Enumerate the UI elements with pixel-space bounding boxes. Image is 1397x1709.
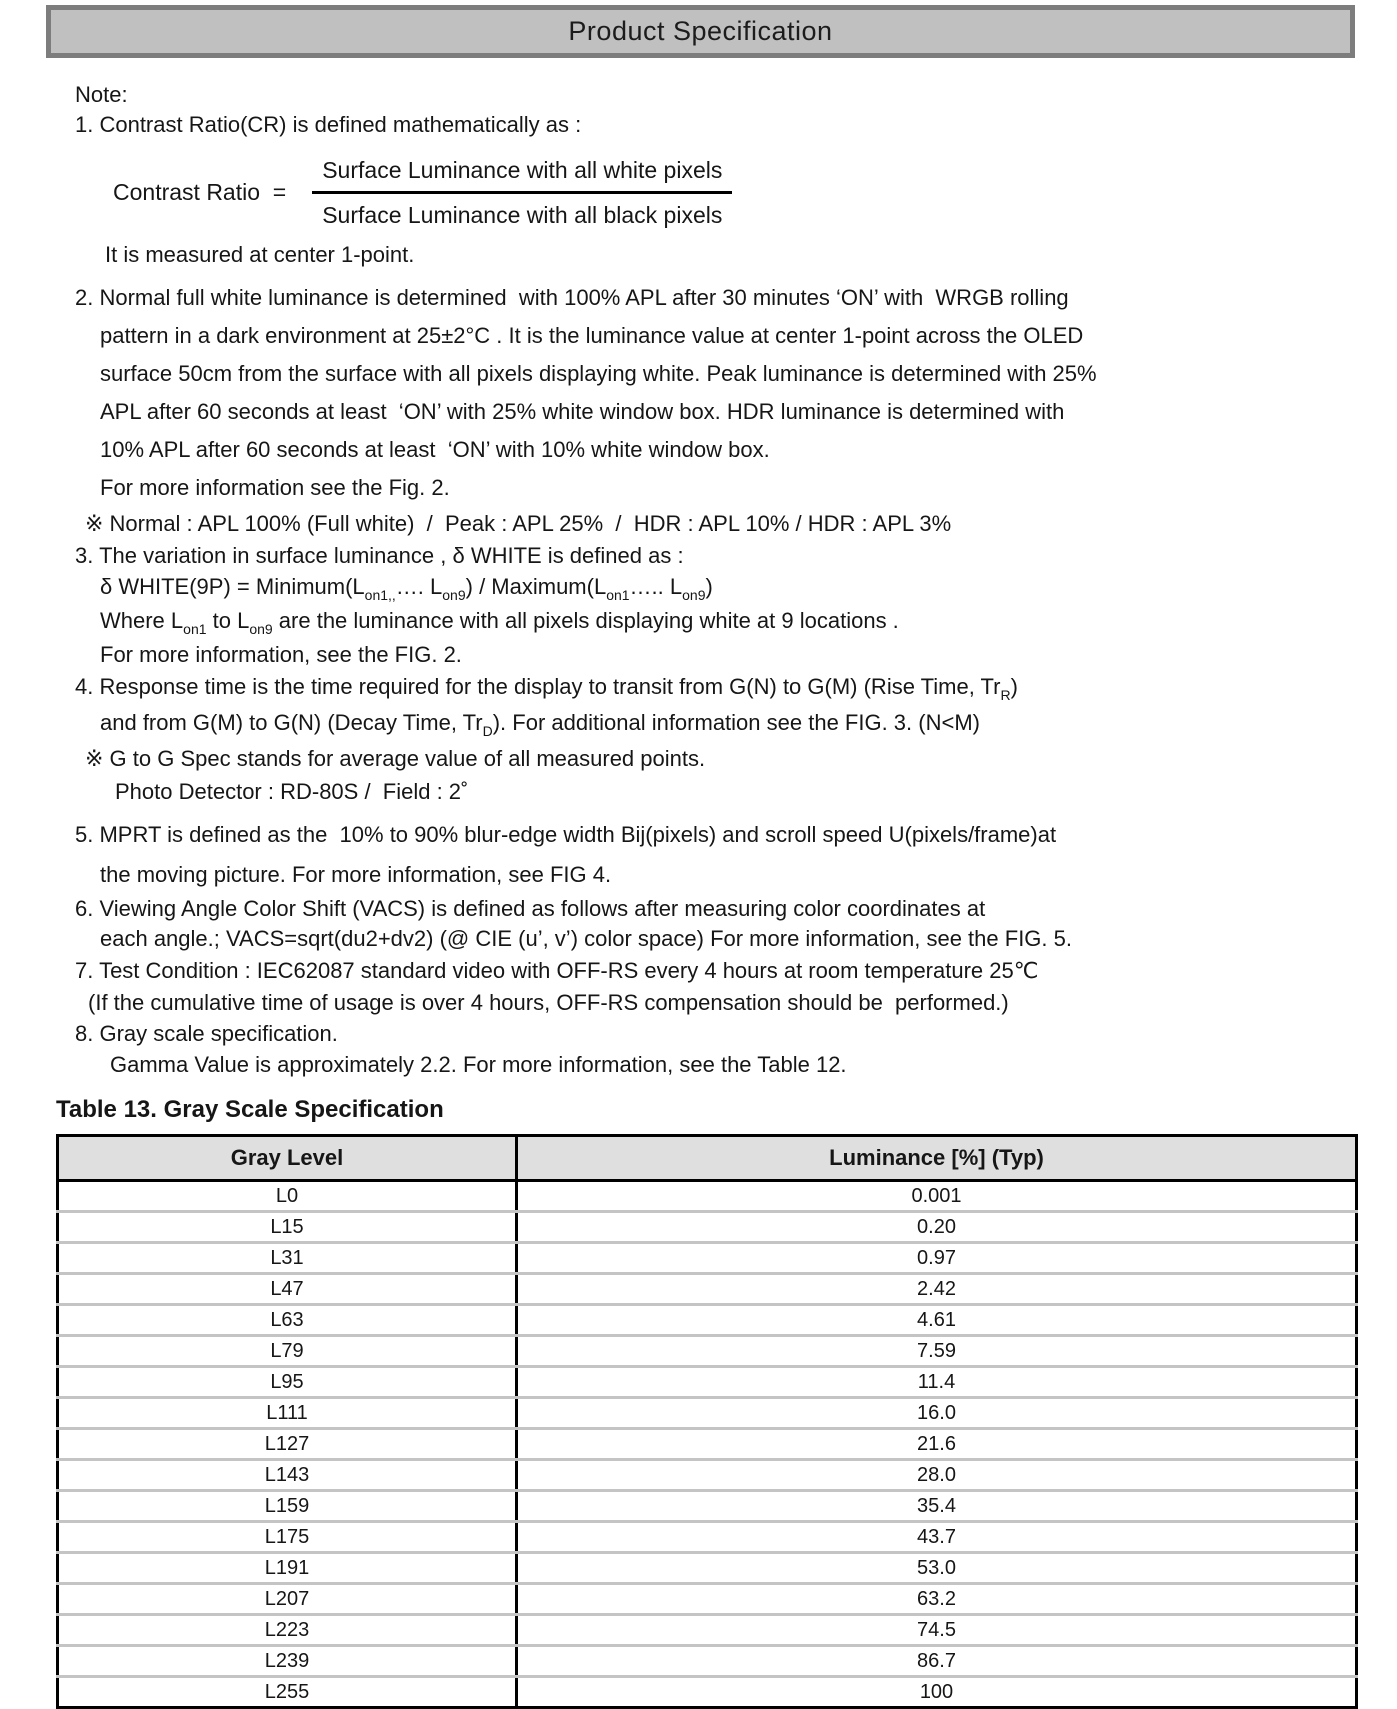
note3-formula-sub: on1 (606, 587, 630, 603)
note4-sub: D (482, 723, 493, 739)
note2-line-2: pattern in a dark environment at 25±2°C . It is the luminance value at center 1-point across the OLED (100, 323, 1084, 348)
luminance-cell: 0.97 (517, 1243, 1357, 1274)
notes-section (56, 80, 1380, 1709)
gray-level-cell: L191 (58, 1553, 517, 1584)
note3-formula-seg: ) / Maximum(L (465, 574, 607, 599)
gray-scale-table-section (56, 1095, 1380, 1709)
gray-level-cell: L127 (58, 1429, 517, 1460)
gray-level-cell: L79 (58, 1336, 517, 1367)
formula-lhs: Contrast Ratio = (113, 179, 287, 205)
note3-where (75, 605, 1380, 639)
luminance-cell: 86.7 (517, 1646, 1357, 1677)
table-row (58, 1181, 1357, 1212)
gray-level-cell: L207 (58, 1584, 517, 1615)
table-row (58, 1305, 1357, 1336)
note6-line-2: each angle.; VACS=sqrt(du2+dv2) (@ CIE (u’, v’) color space) For more information, see the FIG. 5. (100, 926, 1072, 951)
table-row (58, 1398, 1357, 1429)
luminance-cell: 63.2 (517, 1584, 1357, 1615)
note5-block (75, 814, 1380, 894)
note7-line-2: (If the cumulative time of usage is over 4 hours, OFF-RS compensation should be performed.) (88, 990, 1009, 1015)
note2-line-3: surface 50cm from the surface with all pixels displaying white. Peak luminance is determined with 25% (100, 361, 1097, 386)
gray-scale-table (56, 1134, 1358, 1709)
gray-level-cell: L239 (58, 1646, 517, 1677)
gray-level-cell: L159 (58, 1491, 517, 1522)
note2-line-4: APL after 60 seconds at least ‘ON’ with 25% white window box. HDR luminance is determined with (100, 399, 1065, 424)
note7-line-1: 7. Test Condition : IEC62087 standard video with OFF-RS every 4 hours at room temperature 25℃ (75, 958, 1039, 983)
luminance-cell: 16.0 (517, 1398, 1357, 1429)
table-row (58, 1429, 1357, 1460)
note-label: Note: (75, 82, 128, 107)
gray-level-cell: L95 (58, 1367, 517, 1398)
table-row (58, 1522, 1357, 1553)
luminance-cell: 43.7 (517, 1522, 1357, 1553)
note4-seg: and from G(M) to G(N) (Decay Time, Tr (100, 710, 483, 735)
note3-formula-seg: ) (705, 574, 713, 599)
note3-formula-seg: …. L (395, 574, 443, 599)
table-row (58, 1460, 1357, 1491)
contrast-ratio-formula (113, 156, 1380, 229)
note2-block (75, 279, 1380, 540)
note3-formula-sub: on9 (442, 587, 466, 603)
note3-where-seg: Where L (100, 608, 184, 633)
note3-formula-sub: on1,, (364, 587, 396, 603)
gray-level-cell: L111 (58, 1398, 517, 1429)
gray-level-cell: L47 (58, 1274, 517, 1305)
gray-level-cell: L223 (58, 1615, 517, 1646)
note3-formula (75, 571, 1380, 605)
luminance-cell: 11.4 (517, 1367, 1357, 1398)
table-row (58, 1646, 1357, 1677)
note6-block (75, 894, 1380, 954)
note2-line-5: 10% APL after 60 seconds at least ‘ON’ with 10% white window box. (100, 437, 770, 462)
luminance-cell: 2.42 (517, 1274, 1357, 1305)
gray-level-cell: L31 (58, 1243, 517, 1274)
table-row (58, 1336, 1357, 1367)
note5-line-1: 5. MPRT is defined as the 10% to 90% blur-edge width Bij(pixels) and scroll speed U(pixels/frame)at (75, 822, 1057, 847)
table-row (58, 1212, 1357, 1243)
note8-line-1: 8. Gray scale specification. (75, 1021, 338, 1046)
note3-where-seg: are the luminance with all pixels displaying white at 9 locations . (272, 608, 899, 633)
table-header-row (58, 1136, 1357, 1181)
table-row (58, 1584, 1357, 1615)
gray-level-cell: L63 (58, 1305, 517, 1336)
note3-block (75, 540, 1380, 670)
column-header-gray-level: Gray Level (58, 1136, 517, 1181)
note3-where-seg: to L (206, 608, 250, 633)
luminance-cell: 28.0 (517, 1460, 1357, 1491)
page-title: Product Specification (568, 16, 833, 46)
note5-line-2: the moving picture. For more information, see FIG 4. (100, 862, 612, 887)
note7-block (75, 954, 1380, 1018)
note1-definition: 1. Contrast Ratio(CR) is defined mathematically as : (75, 112, 582, 137)
note4-line-1 (75, 670, 1380, 706)
luminance-cell: 21.6 (517, 1429, 1357, 1460)
fraction-denominator: Surface Luminance with all black pixels (322, 202, 723, 228)
note3-formula-seg: δ WHITE(9P) = Minimum(L (100, 574, 365, 599)
luminance-cell: 0.20 (517, 1212, 1357, 1243)
gray-level-cell: L143 (58, 1460, 517, 1491)
note4-seg: ) (1010, 674, 1018, 699)
page-title-bar (46, 5, 1355, 58)
note3-formula-seg: ….. L (629, 574, 683, 599)
luminance-cell: 53.0 (517, 1553, 1357, 1584)
table-row (58, 1367, 1357, 1398)
column-header-luminance: Luminance [%] (Typ) (517, 1136, 1357, 1181)
note3-definition: 3. The variation in surface luminance , δ WHITE is defined as : (75, 543, 684, 568)
note3-more-info: For more information, see the FIG. 2. (100, 642, 462, 667)
luminance-cell: 100 (919, 1681, 954, 1703)
note2-apl-reference: ※ Normal : APL 100% (Full white) / Peak : APL 25% / HDR : APL 10% / HDR : APL 3% (85, 511, 952, 536)
luminance-cell: 4.61 (517, 1305, 1357, 1336)
note2-more-info: For more information see the Fig. 2. (100, 475, 450, 500)
luminance-cell: 0.001 (517, 1181, 1357, 1212)
note4-line-2 (75, 706, 1380, 742)
note3-where-sub: on9 (249, 621, 273, 637)
note4-gtog-reference: ※ G to G Spec stands for average value of all measured points. (85, 746, 706, 771)
luminance-cell: 7.59 (517, 1336, 1357, 1367)
note3-where-sub: on1 (183, 621, 207, 637)
gray-level-cell: L0 (58, 1181, 517, 1212)
gray-level-cell: L175 (58, 1522, 517, 1553)
note4-photo-detector: Photo Detector : RD-80S / Field : 2˚ (115, 779, 469, 804)
note6-line-1: 6. Viewing Angle Color Shift (VACS) is defined as follows after measuring color coordinates at (75, 896, 986, 921)
luminance-cell: 74.5 (517, 1615, 1357, 1646)
note8-block (75, 1018, 1380, 1080)
note1-measured: It is measured at center 1-point. (105, 242, 415, 267)
table-row (58, 1243, 1357, 1274)
table-row (58, 1553, 1357, 1584)
note8-line-2: Gamma Value is approximately 2.2. For more information, see the Table 12. (110, 1052, 847, 1077)
formula-fraction (312, 156, 732, 229)
luminance-cell: 35.4 (517, 1491, 1357, 1522)
gray-level-cell: L255 (58, 1677, 517, 1708)
note3-formula-sub: on9 (682, 587, 706, 603)
table-row (58, 1615, 1357, 1646)
note4-block (75, 670, 1380, 808)
note4-seg: 4. Response time is the time required for the display to transit from G(N) to G(M) (Rise Time, Tr (75, 674, 1001, 699)
table-caption: Table 13. Gray Scale Specification (56, 1096, 444, 1123)
gray-level-cell: L15 (58, 1212, 517, 1243)
fraction-numerator: Surface Luminance with all white pixels (312, 156, 732, 194)
note4-sub: R (1000, 687, 1011, 703)
table-row (58, 1274, 1357, 1305)
note4-seg: ). For additional information see the FIG. 3. (N<M) (492, 710, 980, 735)
table-row (58, 1491, 1357, 1522)
note2-line-1: 2. Normal full white luminance is determined with 100% APL after 30 minutes ‘ON’ with WRGB rolling (75, 285, 1069, 310)
